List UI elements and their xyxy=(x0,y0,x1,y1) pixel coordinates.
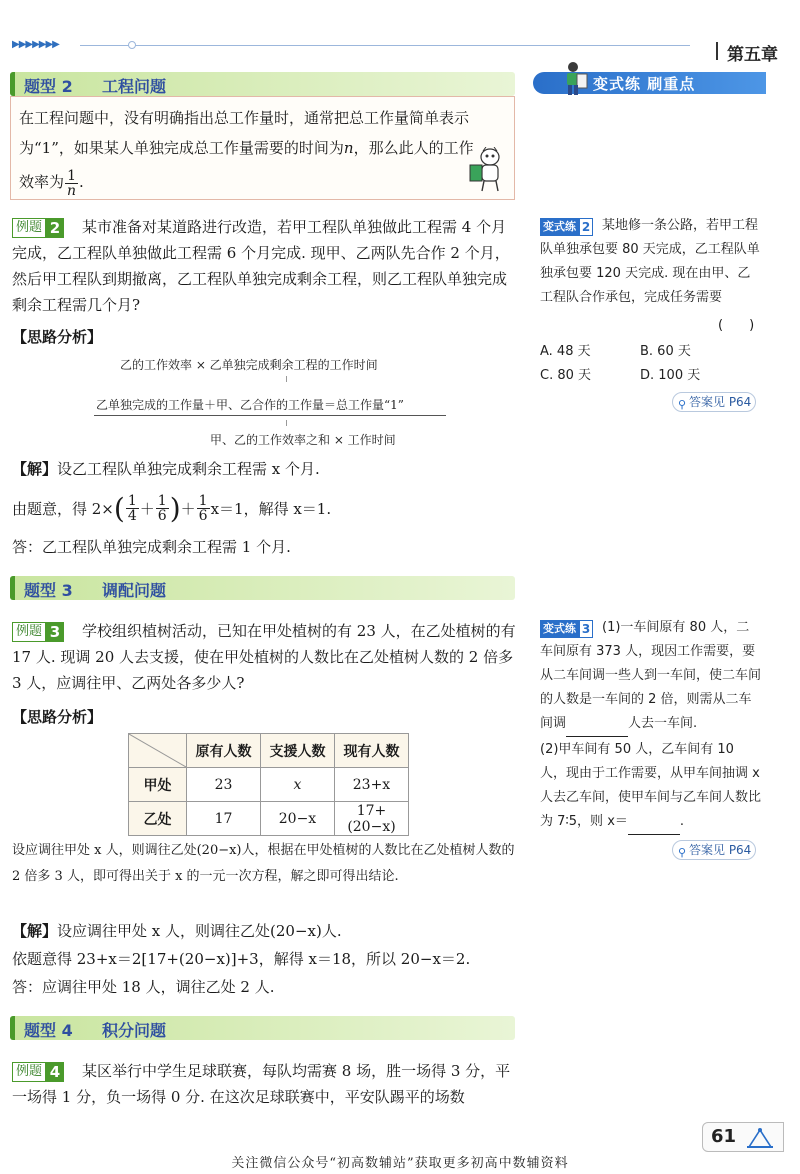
table-cell: 20−x xyxy=(261,802,335,836)
variant-2-text: 某地修一条公路，若甲工程队单独承包要 80 天完成，乙工程队单独承包要 120 天完成. 现在由甲、乙工程队合作承包，完成任务需要 xyxy=(540,218,760,305)
example-3-table xyxy=(128,733,409,836)
example-3-solution-1: 【解】设应调往甲处 x 人，则调往乙处(20−x)人. xyxy=(12,922,342,940)
type-2-banner xyxy=(10,72,515,96)
table-cell: 23 xyxy=(187,768,261,802)
example-2-tag: 例题 2 xyxy=(12,218,64,238)
table-row xyxy=(129,768,409,802)
table-corner xyxy=(129,734,187,768)
example-2-analysis-head: 【思路分析】 xyxy=(12,328,103,346)
table-header-cell: 现有人数 xyxy=(335,734,409,768)
variant-2-option-c: C. 80 天 xyxy=(540,368,592,383)
variant-2-option-d: D. 100 天 xyxy=(640,368,701,383)
analysis-line-1: 乙的工作效率 × 乙单独完成剩余工程的工作时间 xyxy=(120,358,378,372)
chapter-title: 第五章 xyxy=(727,45,778,65)
variant-3-part-1: (1)一车间原有 80 人，二车间原有 373 人，现因工作需要，要从二车间调一些人到一车间，使二车间的人数是一车间的 2 倍，则需从二车间调 人去一车间. xyxy=(540,616,762,737)
practice-header-text: 变式练 刷重点 xyxy=(593,75,696,93)
type-4-name: 积分问题 xyxy=(102,1021,167,1040)
page-number: 61 xyxy=(711,1126,737,1147)
example-3-text: 学校组织植树活动，已知在甲处植树的有 23 人，在乙处植树的有 17 人. 现调 20 人去支援，使在甲处植树的人数比在乙处植树人数的 2 倍多 3 人，应调往甲、乙两处各多少人? xyxy=(12,622,516,692)
type-2-intro-text: 在工程问题中，没有明确指出总工作量时，通常把总工作量简单表示 为“1”，如果某人单独完成总工作量需要的时间为n，那么此人的工作 效率为 $\frac{1}{n}$ . xyxy=(19,109,474,199)
page-number-box xyxy=(702,1122,784,1152)
type-3-banner xyxy=(10,576,515,600)
example-2-text: 某市准备对某道路进行改造，若甲工程队单独做此工程需 4 个月完成，乙工程队单独做此工程需 6 个月完成. 现甲、乙两队先合作 2 个月，然后甲工程队到期撤离，乙工程队单独完成剩余工程，则乙工程队单独完成剩余工程需几个月? xyxy=(12,218,510,314)
table-row xyxy=(129,802,409,836)
example-4-tag: 例题 4 xyxy=(12,1062,64,1082)
example-2-solution-2: 由题意，得 2× ( $\frac{1}{4}$ ＋ $\frac{1}{6}$ ) ＋ $\frac{1}{6}$ x＝1，解得 x＝1. xyxy=(12,491,332,525)
type-2-label: 题型 2 xyxy=(24,77,73,96)
type-3-label: 题型 3 xyxy=(24,581,73,600)
table-cell: x xyxy=(261,768,335,802)
analysis-line-2: 乙单独完成的工作量＋甲、乙合作的工作量＝总工作量“1” xyxy=(96,398,404,412)
variant-3-part-2: (2)甲车间有 50 人，乙车间有 10 人，现由于工作需要，从甲车间抽调 x 人去乙车间，使甲车间与乙车间人数比为 7∶5，则 x＝ . xyxy=(540,738,762,835)
student-figure-icon xyxy=(557,60,591,96)
variant-3-answer-link[interactable]: ⚲ 答案见 P64 xyxy=(672,840,756,860)
table-cell: 23+x xyxy=(335,768,409,802)
table-cell: 17+(20−x) xyxy=(335,802,409,836)
rule-dot-icon xyxy=(128,41,136,49)
variant-2-answer-link[interactable]: ⚲ 答案见 P64 xyxy=(672,392,756,412)
location-pin-icon: ⚲ xyxy=(678,398,687,411)
type-2-name: 工程问题 xyxy=(102,77,167,96)
example-3-analysis-head: 【思路分析】 xyxy=(12,708,103,726)
arrow-strip-icon: ▶▶▶▶▶▶▶ xyxy=(12,39,59,50)
example-3-tag: 例题 3 xyxy=(12,622,64,642)
variant-3-tag: 变式练 3 xyxy=(540,620,593,638)
variant-2-answer-paren: ( ) xyxy=(718,318,755,333)
table-row-label: 乙处 xyxy=(129,802,187,836)
table-header-cell: 支援人数 xyxy=(261,734,335,768)
mascot-icon xyxy=(466,147,508,193)
footer-note: 关注微信公众号“初高数辅站”获取更多初高中数辅资料 xyxy=(231,1156,569,1171)
type-4-label: 题型 4 xyxy=(24,1021,73,1040)
variant-2-option-b: B. 60 天 xyxy=(640,344,691,359)
example-3-answer: 答：应调往甲处 18 人，调往乙处 2 人. xyxy=(12,978,275,996)
type-3-name: 调配问题 xyxy=(102,581,167,600)
location-pin-icon: ⚲ xyxy=(678,846,687,859)
variant-2-option-a: A. 48 天 xyxy=(540,344,591,359)
analysis-line-3: 甲、乙的工作效率之和 × 工作时间 xyxy=(210,433,396,447)
type-4-banner xyxy=(10,1016,515,1040)
example-4-text: 某区举行中学生足球联赛，每队均需赛 8 场，胜一场得 3 分，平一场得 1 分，负一场得 0 分. 在这次足球联赛中，平安队踢平的场数 xyxy=(12,1062,511,1106)
fraction-1-over-n: $\frac{1}{n}$ xyxy=(67,167,77,199)
chapter-divider xyxy=(716,42,718,60)
header-rule xyxy=(80,45,690,46)
example-3-analysis-text: 设应调往甲处 x 人，则调往乙处(20−x)人，根据在甲处植树的人数比在乙处植树人数的 2 倍多 3 人，即可得出关于 x 的一元一次方程，解之即可得出结论. xyxy=(12,843,515,884)
table-cell: 17 xyxy=(187,802,261,836)
example-2-answer: 答：乙工程队单独完成剩余工程需 1 个月. xyxy=(12,538,291,556)
type-2-intro-box xyxy=(10,96,515,200)
example-2-solution-1: 【解】设乙工程队单独完成剩余工程需 x 个月. xyxy=(12,460,320,478)
table-header-row xyxy=(129,734,409,768)
table-row-label: 甲处 xyxy=(129,768,187,802)
top-decoration xyxy=(12,38,712,52)
example-3-solution-2: 依题意得 23+x＝2[17+(20−x)]+3，解得 x＝18，所以 20−x＝2. xyxy=(12,950,471,968)
table-header-cell: 原有人数 xyxy=(187,734,261,768)
variant-2-tag: 变式练 2 xyxy=(540,218,593,236)
compass-ruler-icon xyxy=(745,1127,775,1149)
